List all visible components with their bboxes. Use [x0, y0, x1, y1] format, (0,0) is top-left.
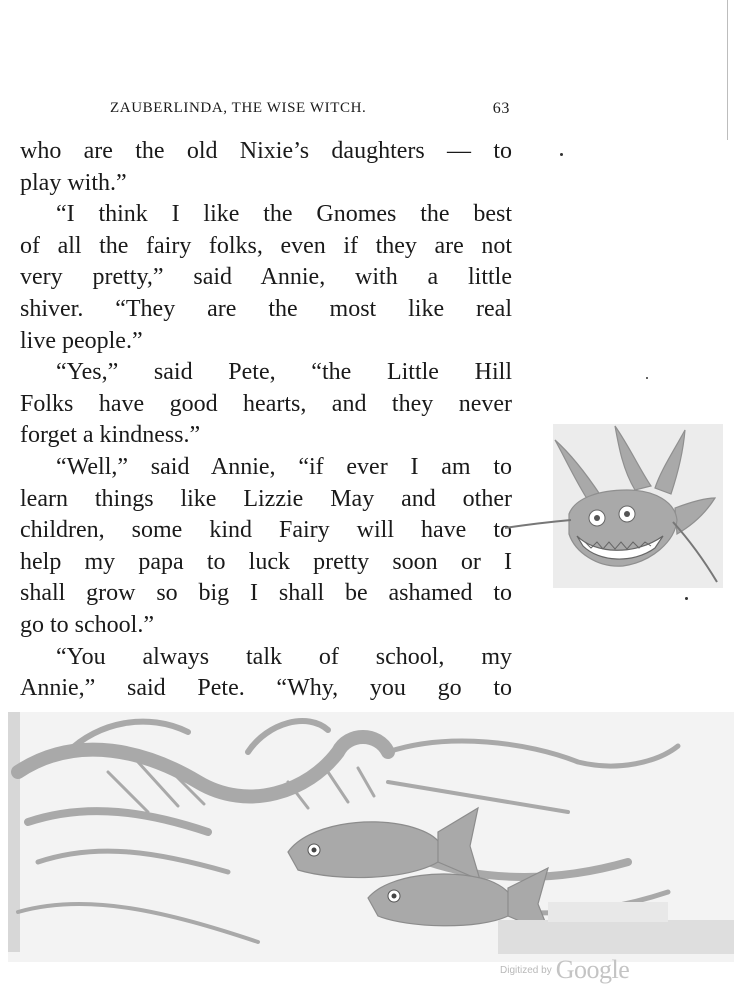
text-line: who are the old Nixie’s daughters — to — [20, 138, 512, 164]
text-line: “Well,” said Annie, “if ever I am to — [56, 453, 512, 480]
text-line: go to school.” — [20, 611, 154, 638]
ink-speck — [560, 153, 563, 156]
scan-block — [548, 902, 668, 922]
ink-speck — [646, 377, 648, 379]
text-line: “You always talk of school, my — [56, 643, 512, 670]
digitized-watermark — [500, 952, 670, 988]
scan-block — [498, 920, 734, 954]
watermark-prefix: Digitized by — [500, 964, 552, 976]
body-text — [20, 136, 512, 705]
text-line: very pretty,” said Annie, with a little — [20, 264, 512, 291]
google-logo: Google — [555, 955, 630, 984]
wave-fish-illustration — [8, 712, 734, 962]
fish-pupil — [312, 848, 317, 853]
text-line: Folks have good hearts, and they never — [20, 390, 512, 417]
text-line: learn things like Lizzie May and other — [20, 485, 512, 512]
text-line: shall grow so big I shall be ashamed to — [20, 580, 512, 607]
text-line: of all the fairy folks, even if they are not — [20, 232, 512, 259]
text-line: Annie,” said Pete. “Why, you go to — [20, 675, 512, 702]
text-line: “I think I like the Gnomes the best — [56, 201, 512, 228]
text-line: “Yes,” said Pete, “the Little Hill — [56, 359, 512, 386]
fish-pupil — [624, 511, 630, 517]
running-title: ZAUBERLINDA, THE WISE WITCH. — [110, 100, 367, 116]
fish-pupil — [594, 515, 600, 521]
fish-pupil — [392, 894, 397, 899]
scan-margin — [8, 712, 20, 952]
catfish-illustration — [505, 418, 725, 588]
page-number: 63 — [492, 100, 510, 117]
page-edge-line — [727, 0, 728, 140]
text-line: play with.” — [20, 169, 127, 196]
ink-speck — [685, 597, 688, 600]
text-line: live people.” — [20, 327, 143, 354]
text-line: children, some kind Fairy will have to — [20, 517, 512, 544]
text-line: forget a kindness.” — [20, 422, 201, 449]
text-line: shiver. “They are the most like real — [20, 295, 512, 322]
text-line: help my papa to luck pretty soon or I — [20, 548, 512, 575]
